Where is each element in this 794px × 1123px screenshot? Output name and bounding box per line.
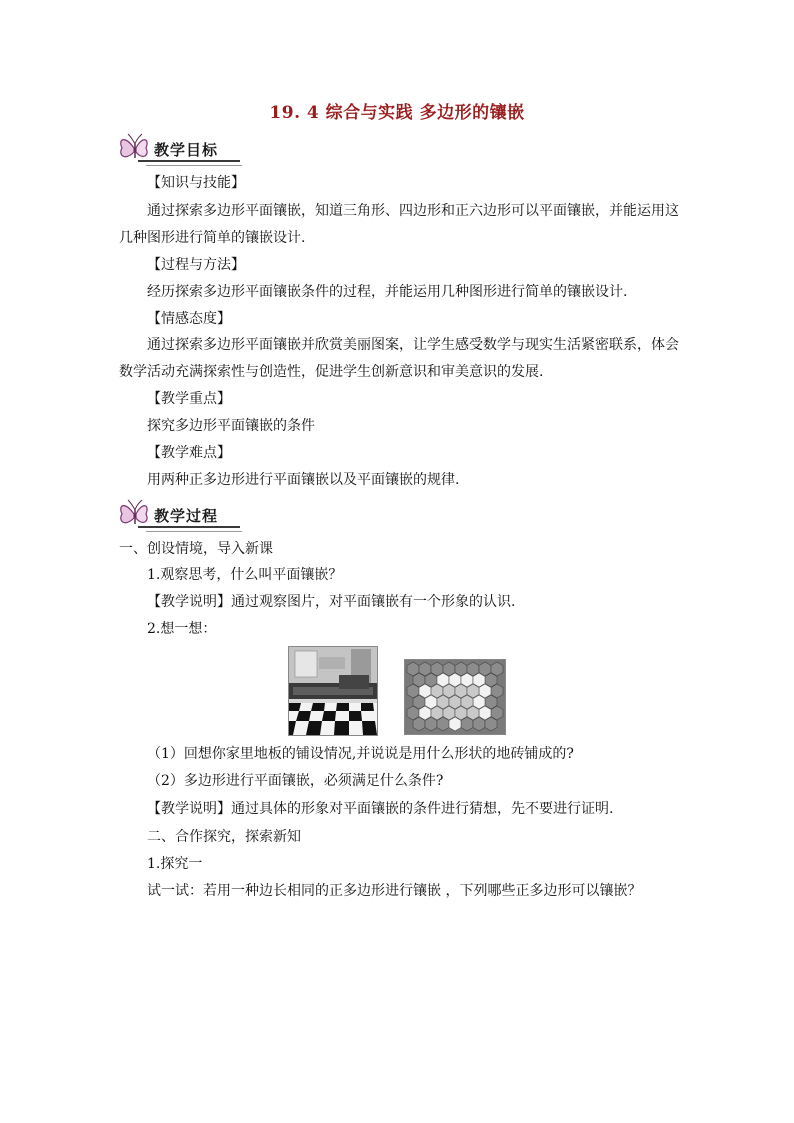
question-2: 2.想一想： [147, 621, 217, 637]
hexagon-tiles-photo [404, 659, 506, 735]
section-banner-process [116, 500, 240, 532]
page-title: 19. 4 综合与实践 多边形的镶嵌 [269, 103, 525, 123]
process-text: 经历探索多边形平面镶嵌条件的过程，并能运用几种图形进行简单的镶嵌设计. [147, 284, 628, 300]
emotion-label: 【情感态度】 [147, 311, 231, 327]
floor-tiles-photo [288, 646, 378, 736]
section-banner-goals [116, 134, 240, 166]
question-1: 1.观察思考，什么叫平面镶嵌？ [147, 567, 343, 583]
knowledge-label: 【知识与技能】 [147, 175, 245, 191]
emotion-text-1: 通过探索多边形平面镶嵌并欣赏美丽图案，让学生感受数学与现实生活紧密联系，体会 [147, 337, 679, 353]
knowledge-text-2: 几种图形进行简单的镶嵌设计. [119, 230, 306, 246]
sub-question-2: （2）多边形进行平面镶嵌，必须满足什么条件? [147, 773, 444, 789]
section-title-process: 教学过程 [154, 507, 219, 525]
banner-shadow [146, 531, 242, 532]
difficulty-label: 【教学难点】 [147, 445, 231, 461]
part1-heading: 一、创设情境，导入新课 [119, 541, 273, 557]
key-label: 【教学重点】 [147, 391, 231, 407]
explore-1: 1.探究一 [147, 856, 203, 872]
process-label: 【过程与方法】 [147, 257, 245, 273]
key-text: 探究多边形平面镶嵌的条件 [147, 418, 315, 434]
section-title-goals: 教学目标 [154, 141, 219, 159]
emotion-text-2: 数学活动充满探索性与创造性，促进学生创新意识和审美意识的发展. [119, 364, 544, 380]
try-question: 试一试：若用一种边长相同的正多边形进行镶嵌 ，下列哪些正多边形可以镶嵌？ [147, 883, 642, 899]
knowledge-text-1: 通过探索多边形平面镶嵌，知道三角形、四边形和正六边形可以平面镶嵌，并能运用这 [147, 203, 679, 219]
part2-heading: 二、合作探究，探索新知 [147, 829, 301, 845]
banner-underline [138, 160, 240, 162]
teaching-note-2: 【教学说明】通过具体的形象对平面镶嵌的条件进行猜想，先不要进行证明. [147, 801, 614, 817]
sub-question-1: （1）回想你家里地板的铺设情况,并说说是用什么形状的地砖铺成的? [147, 746, 574, 762]
banner-shadow [146, 165, 242, 166]
banner-underline [138, 526, 240, 528]
teaching-note-1: 【教学说明】通过观察图片，对平面镶嵌有一个形象的认识. [147, 594, 516, 610]
difficulty-text: 用两种正多边形进行平面镶嵌以及平面镶嵌的规律. [147, 472, 460, 488]
